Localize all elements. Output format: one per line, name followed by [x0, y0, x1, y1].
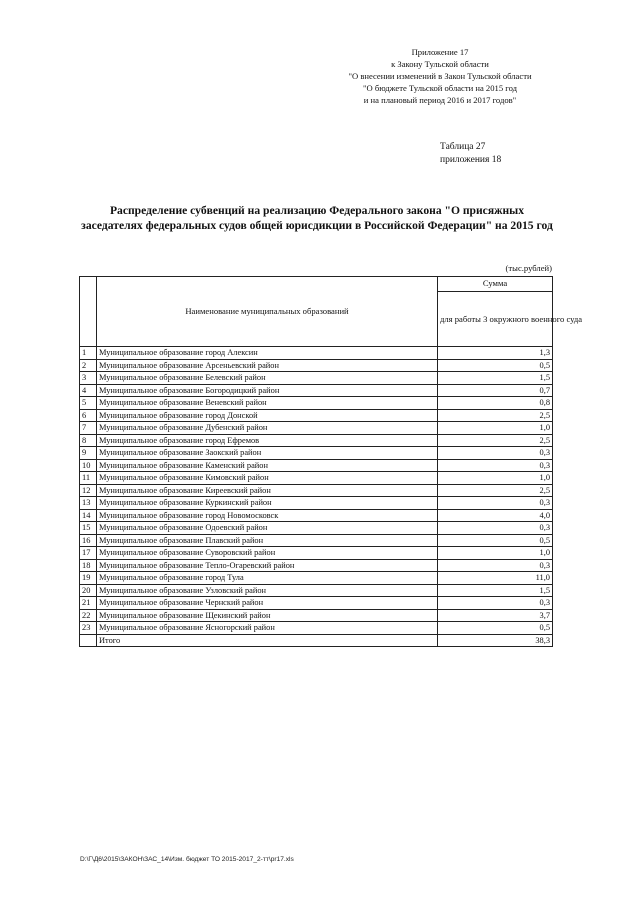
header-sub-cell: для работы 3 окружного военного суда	[438, 292, 553, 347]
table-row	[80, 547, 553, 560]
table-row	[80, 459, 553, 472]
row-number: 7	[80, 422, 97, 435]
row-name: Муниципальное образование Плавский район	[97, 534, 438, 547]
row-value: 1,0	[438, 422, 553, 435]
row-number: 2	[80, 359, 97, 372]
row-number: 22	[80, 609, 97, 622]
row-name: Муниципальное образование Суворовский район	[97, 547, 438, 560]
row-name: Муниципальное образование город Донской	[97, 409, 438, 422]
row-value: 2,5	[438, 409, 553, 422]
row-value: 3,7	[438, 609, 553, 622]
row-number: 10	[80, 459, 97, 472]
table-row	[80, 472, 553, 485]
table-row	[80, 384, 553, 397]
row-name: Муниципальное образование Узловский район	[97, 584, 438, 597]
row-name: Муниципальное образование Куркинский район	[97, 497, 438, 510]
appendix-header	[300, 46, 580, 106]
row-number: 1	[80, 347, 97, 360]
row-number: 4	[80, 384, 97, 397]
table-row	[80, 347, 553, 360]
table-row	[80, 409, 553, 422]
row-value: 0,3	[438, 597, 553, 610]
row-value: 0,3	[438, 459, 553, 472]
row-value: 0,5	[438, 622, 553, 635]
row-value: 0,5	[438, 359, 553, 372]
row-value: 0,3	[438, 522, 553, 535]
row-value: 0,5	[438, 534, 553, 547]
total-value: 38,3	[438, 634, 553, 647]
row-name: Муниципальное образование Кимовский район	[97, 472, 438, 485]
subsidy-table	[79, 276, 583, 647]
row-number: 14	[80, 509, 97, 522]
table-number: Таблица 27	[440, 142, 486, 152]
table-row	[80, 509, 553, 522]
row-number: 13	[80, 497, 97, 510]
row-number: 6	[80, 409, 97, 422]
row-value: 4,0	[438, 509, 553, 522]
table-row	[80, 359, 553, 372]
appendix-line: к Закону Тульской области	[391, 59, 489, 69]
row-name: Муниципальное образование Богородицкий район	[97, 384, 438, 397]
row-name: Муниципальное образование Одоевский район	[97, 522, 438, 535]
row-name: Муниципальное образование город Новомосковск	[97, 509, 438, 522]
table-row	[80, 422, 553, 435]
row-name: Муниципальное образование Ясногорский район	[97, 622, 438, 635]
total-number-cell	[80, 634, 97, 647]
row-number: 18	[80, 559, 97, 572]
row-value: 1,0	[438, 547, 553, 560]
table-row	[80, 372, 553, 385]
row-value: 2,5	[438, 434, 553, 447]
row-value: 1,5	[438, 584, 553, 597]
row-name: Муниципальное образование Чернский район	[97, 597, 438, 610]
row-name: Муниципальное образование город Алексин	[97, 347, 438, 360]
row-number: 17	[80, 547, 97, 560]
row-value: 0,3	[438, 497, 553, 510]
row-value: 0,7	[438, 384, 553, 397]
appendix-line: "О внесении изменений в Закон Тульской области	[348, 71, 532, 81]
row-number: 21	[80, 597, 97, 610]
header-name-cell: Наименование муниципальных образований	[97, 277, 438, 347]
row-name: Муниципальное образование город Тула	[97, 572, 438, 585]
row-name: Муниципальное образование город Ефремов	[97, 434, 438, 447]
row-number: 15	[80, 522, 97, 535]
table-row	[80, 522, 553, 535]
row-value: 0,3	[438, 559, 553, 572]
row-number: 5	[80, 397, 97, 410]
row-name: Муниципальное образование Дубенский район	[97, 422, 438, 435]
appendix-line: "О бюджете Тульской области на 2015 год	[363, 83, 517, 93]
file-path-footer: D:\Г\Д6\2015\ЗАКОН\ЗАС_14\Изм. бюджет ТО 2015-2017_2-тт\pr17.xls	[80, 856, 294, 863]
row-number: 11	[80, 472, 97, 485]
table-row	[80, 572, 553, 585]
row-name: Муниципальное образование Тепло-Огаревский район	[97, 559, 438, 572]
row-value: 1,0	[438, 472, 553, 485]
total-label: Итого	[97, 634, 438, 647]
row-name: Муниципальное образование Щекинский район	[97, 609, 438, 622]
table-reference	[440, 141, 501, 167]
row-value: 2,5	[438, 484, 553, 497]
row-number: 23	[80, 622, 97, 635]
row-value: 1,3	[438, 347, 553, 360]
table-row	[80, 397, 553, 410]
row-value: 0,3	[438, 447, 553, 460]
header-number-cell	[80, 277, 97, 347]
total-row	[80, 634, 553, 647]
table-header-row	[80, 277, 553, 292]
row-name: Муниципальное образование Арсеньевский район	[97, 359, 438, 372]
row-name: Муниципальное образование Каменский район	[97, 459, 438, 472]
table-row	[80, 534, 553, 547]
row-number: 20	[80, 584, 97, 597]
row-number: 9	[80, 447, 97, 460]
row-value: 0,8	[438, 397, 553, 410]
table-row	[80, 434, 553, 447]
units-label: (тыс.рублей)	[505, 263, 552, 273]
table-row	[80, 484, 553, 497]
row-name: Муниципальное образование Веневский район	[97, 397, 438, 410]
row-number: 8	[80, 434, 97, 447]
row-name: Муниципальное образование Белевский район	[97, 372, 438, 385]
table-appendix-ref: приложения 18	[440, 155, 502, 165]
row-name: Муниципальное образование Заокский район	[97, 447, 438, 460]
table-row	[80, 609, 553, 622]
row-number: 16	[80, 534, 97, 547]
row-number: 3	[80, 372, 97, 385]
header-sum-cell: Сумма	[438, 277, 553, 292]
table-row	[80, 559, 553, 572]
table-row	[80, 622, 553, 635]
table-row	[80, 584, 553, 597]
appendix-line: Приложение 17	[411, 47, 469, 57]
document-title: Распределение субвенций на реализацию Федерального закона "О присяжных заседателях федеральных судов общей юрисдикции в Российской Федерации" на 2015 год	[81, 204, 553, 232]
row-name: Муниципальное образование Киреевский район	[97, 484, 438, 497]
row-value: 1,5	[438, 372, 553, 385]
appendix-line: и на плановый период 2016 и 2017 годов"	[363, 95, 517, 105]
table-row	[80, 447, 553, 460]
row-number: 19	[80, 572, 97, 585]
row-number: 12	[80, 484, 97, 497]
table-row	[80, 597, 553, 610]
row-value: 11,0	[438, 572, 553, 585]
table-row	[80, 497, 553, 510]
